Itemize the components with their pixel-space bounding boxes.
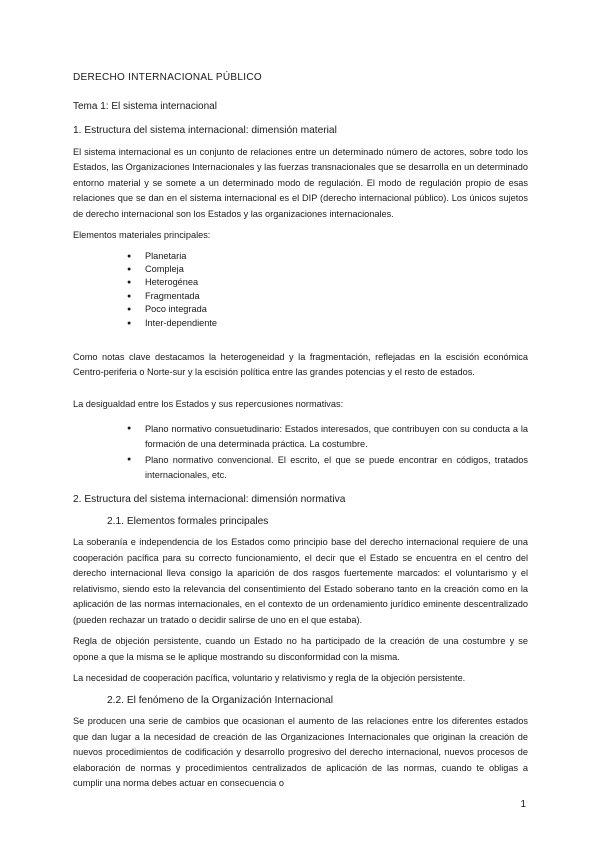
list-item: ● Fragmentada bbox=[73, 290, 528, 303]
tema-heading: Tema 1: El sistema internacional bbox=[73, 100, 217, 112]
section-2-heading: 2. Estructura del sistema internacional: dimensión normativa bbox=[73, 494, 346, 506]
page-number: 1 bbox=[520, 799, 526, 810]
page-content bbox=[73, 70, 528, 798]
section-1-paragraph: El sistema internacional es un conjunto de relaciones entre un determinado número de actores, sobre todo los Estados, las Organizaciones Internacionales y las fuerzas transnacionales que se desarrolla en un determinado entorno material y se somete a un determinado modo de regulación. El modo de regulación propio de esas relaciones que se dan en el sistema internacional es el DIP (derecho internacional público). Los únicos sujetos de derecho internacional son los Estados y las organizaciones internacionales. bbox=[73, 146, 528, 219]
list-item: ● Heterogénea bbox=[73, 276, 528, 289]
list-item: ● Compleja bbox=[73, 263, 528, 276]
objecion-paragraph: Regla de objeción persistente, cuando un Estado no ha participado de la creación de una costumbre y se opone a que la misma se le aplique mostrando su disconformidad con la misma. bbox=[73, 636, 528, 662]
list-item: ● Planetaria bbox=[73, 250, 528, 263]
section-2-2-heading: 2.2. El fenómeno de la Organización Internacional bbox=[107, 694, 333, 706]
spacer bbox=[73, 340, 528, 350]
elements-intro: Elementos materiales principales: bbox=[73, 230, 211, 240]
notes-paragraph: Como notas clave destacamos la heterogeneidad y la fragmentación, reflejadas en la escisión económica Centro-periferia o Norte-sur y la escisión política entre las grandes potencias y el resto de estados. bbox=[73, 351, 528, 378]
section-1-heading: 1. Estructura del sistema internacional: dimensión material bbox=[73, 125, 337, 136]
list-item: ● Plano normativo convencional. El escrito, el que se puede encontrar en códigos, tratados internacionales, etc. bbox=[73, 453, 528, 482]
list-item: ● Poco integrada bbox=[73, 303, 528, 316]
cooperacion-paragraph: La necesidad de cooperación pacífica, voluntario y relativismo y regla de la objeción persistente. bbox=[73, 673, 466, 684]
section-2-2-paragraph: Se producen una serie de cambios que ocasionan el aumento de las relaciones entre los diferentes estados que dan lugar a la necesidad de creación de las Organizaciones Internacionales que originan la creación de nuevos procedimientos de codificación y desarrollo progresivo del derecho internacional, nuevos procesos de elaboración de normas y procedimientos centralizados de aplicación de las normas, cuando te obligas a cumplir una norma debes actuar en consecuencia o bbox=[73, 716, 528, 789]
section-2-1-paragraph: La soberanía e independencia de los Estados como principio base del derecho internacional requiere de una cooperación pacífica para su correcto funcionamiento, el decir que el Estado se encuentra en el centro del derecho internacional lleva consigo la aparición de dos rasgos fuertemente marcados: el voluntarismo y el relativismo, siendo esto la relevancia del consentimiento del Estado soberano tanto en la creación como en la aplicación de las normas internacionales, en el contexto de un ordenamiento jurídico eminente descentralizado (pueden rechazar un tratado o decidir salirse de uno en el que estaba). bbox=[73, 537, 528, 625]
document-title: DERECHO INTERNACIONAL PÚBLICO bbox=[73, 72, 262, 83]
spacer bbox=[73, 387, 528, 397]
elements-list bbox=[73, 250, 528, 330]
desigualdad-paragraph: La desigualdad entre los Estados y sus repercusiones normativas: bbox=[73, 398, 344, 409]
section-2-1-heading: 2.1. Elementos formales principales bbox=[107, 515, 269, 527]
list-item: ● Plano normativo consuetudinario: Estados interesados, que contribuyen con su conducta a la formación de una determinada práctica. La costumbre. bbox=[73, 422, 528, 451]
planos-list bbox=[73, 422, 528, 482]
list-item: ● Inter-dependiente bbox=[73, 317, 528, 330]
